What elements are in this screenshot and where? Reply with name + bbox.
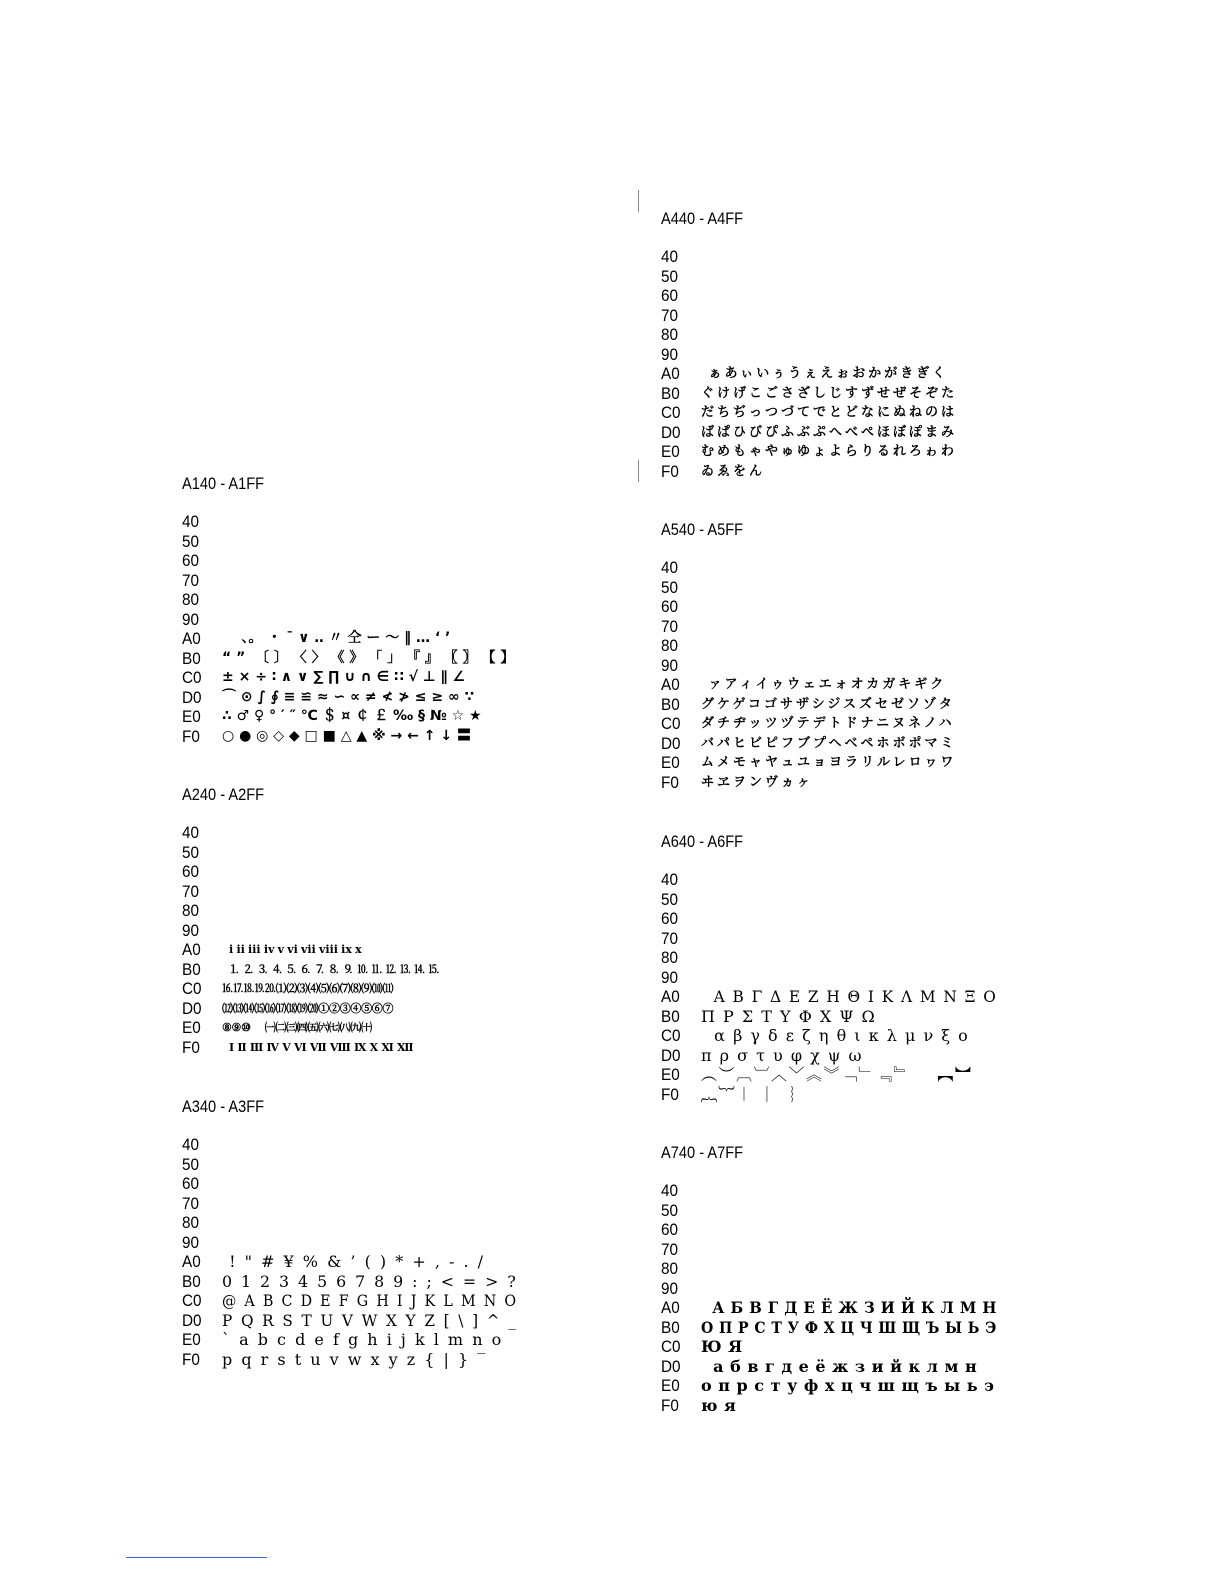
row-code: A0 [182, 629, 201, 648]
row-glyphs: ︵︶︹︺︿﹀︽︾﹁﹂﹃﹄ ︻︼ [701, 1065, 973, 1084]
row-code: 50 [182, 842, 200, 862]
row-code: 70 [182, 1193, 200, 1213]
row-code: E0 [182, 707, 201, 726]
row-glyphs: ю я [701, 1395, 737, 1415]
row-code: E0 [661, 1376, 680, 1395]
footnote-rule [126, 1557, 267, 1558]
row-code: D0 [182, 1310, 202, 1330]
row-code: 80 [182, 1213, 200, 1232]
row-code: 70 [661, 928, 679, 948]
row-code: 50 [661, 577, 679, 597]
row-code: 40 [661, 870, 679, 889]
row-code: F0 [661, 1084, 679, 1104]
row-glyphs: ` a b c d e f g h i j k l m n o [222, 1330, 504, 1349]
row-glyphs: p q r s t u v w x y z { | } ‾ [222, 1349, 488, 1369]
row-glyphs: Ⅰ Ⅱ Ⅲ Ⅳ Ⅴ Ⅵ Ⅶ Ⅷ Ⅸ Ⅹ Ⅺ Ⅻ [222, 1040, 414, 1054]
row-code: E0 [661, 753, 680, 772]
row-code: 50 [182, 531, 200, 551]
row-code: 60 [182, 1174, 200, 1193]
row-code: D0 [661, 733, 681, 753]
row-code: D0 [661, 1356, 681, 1376]
row-glyphs: ⒈ ⒉ ⒊ ⒋ ⒌ ⒍ ⒎ ⒏ ⒐ ⒑ ⒒ ⒓ ⒔ ⒕ ⒖ [222, 962, 439, 976]
row-code: 60 [661, 597, 679, 616]
table-title: A540 - A5FF [661, 520, 744, 539]
row-code: F0 [182, 726, 200, 746]
row-code: A0 [182, 1252, 201, 1271]
row-code: 40 [661, 247, 679, 266]
row-glyphs: ! " # ¥ % & ’ ( ) * + , - . / [222, 1252, 486, 1271]
row-code: C0 [661, 1026, 681, 1045]
row-code: 60 [182, 551, 200, 570]
table-title: A640 - A6FF [661, 832, 744, 851]
row-glyphs: “ ” 〔 〕 〈 〉 《 》 「 」 『 』 〖 〗 【 】 [222, 649, 515, 666]
row-code: 60 [661, 1220, 679, 1239]
row-code: 80 [182, 590, 200, 609]
row-code: C0 [661, 403, 681, 422]
row-code: B0 [661, 383, 680, 403]
row-glyphs: 、。 ・ ˉ ∨ ‥ 〃 仝 ー ～ ‖ … ‘ ’ [222, 630, 451, 646]
row-code: E0 [661, 442, 680, 461]
row-code: 40 [661, 558, 679, 577]
row-glyphs: а б в г д е ё ж з и й к л м н [701, 1356, 978, 1376]
row-glyphs: ⒗⒘⒙⒚⒛⑴⑵⑶⑷⑸⑹⑺⑻⑼⑽⑾ [222, 982, 394, 995]
row-code: C0 [182, 668, 202, 687]
table-title: A340 - A3FF [182, 1097, 265, 1116]
row-code: 40 [182, 1135, 200, 1154]
row-code: D0 [182, 687, 202, 707]
row-glyphs: ∴ ♂ ♀ ° ′ ″ ℃ ＄ ¤ ￠ ￡ ‰ § № ☆ ★ [222, 708, 482, 724]
row-code: 70 [661, 616, 679, 636]
row-glyphs: ⅰ ⅱ ⅲ ⅳ ⅴ ⅵ ⅶ ⅷ ⅸ ⅹ [222, 943, 362, 956]
row-glyphs: ばぱひびぴふぶぷへべぺほぼぽまみ [701, 424, 958, 440]
row-code: F0 [661, 1395, 679, 1415]
row-glyphs: ︷︸︱ ︳ ︴ [701, 1084, 809, 1104]
row-code: E0 [182, 1018, 201, 1037]
row-glyphs: ァアィイゥウェエォオカガキギク [701, 677, 947, 692]
row-code: 80 [182, 901, 200, 920]
row-code: 60 [182, 862, 200, 881]
row-code: D0 [661, 422, 681, 442]
row-code: B0 [182, 959, 201, 979]
row-code: A0 [661, 364, 680, 383]
row-code: F0 [182, 1349, 200, 1369]
row-code: A0 [661, 675, 680, 694]
row-code: F0 [661, 461, 679, 481]
row-glyphs: ヰヱヲンヴヵヶ [701, 774, 814, 790]
row-glyphs: P Q R S T U V W X Y Z [ \ ] ^ _ [222, 1310, 518, 1330]
row-glyphs: о п р с т у ф х ц ч ш щ ъ ы ь э [701, 1376, 995, 1395]
margin-mark [638, 460, 639, 482]
row-code: 80 [661, 1259, 679, 1278]
row-glyphs: Α Β Γ Δ Ε Ζ Η Θ Ι Κ Λ Μ Ν Ξ Ο [701, 987, 998, 1006]
row-glyphs: @ A B C D E F G H I J K L M N O [222, 1291, 518, 1310]
row-glyphs: А Б В Г Д Е Ё Ж З И Й К Л М Н [701, 1298, 997, 1317]
table-title: A440 - A4FF [661, 209, 744, 228]
row-code: C0 [182, 979, 202, 998]
row-code: A0 [661, 987, 680, 1006]
row-code: 90 [661, 967, 679, 987]
row-code: 50 [182, 1154, 200, 1174]
row-code: A0 [661, 1298, 680, 1317]
row-code: 90 [182, 1232, 200, 1252]
row-code: 40 [661, 1181, 679, 1200]
row-glyphs: О П Р С Т У Ф Х Ц Ч Ш Щ Ъ Ы Ь Э [701, 1317, 997, 1337]
row-code: 80 [661, 325, 679, 344]
row-glyphs: ぐけげこごさざしじすずせぜそぞた [701, 385, 958, 401]
row-code: C0 [182, 1291, 202, 1310]
row-glyphs: Π Ρ Σ Τ Υ Φ Χ Ψ Ω [701, 1006, 877, 1026]
row-glyphs: ダチヂッツヅテデトドナニヌネノハ [701, 716, 955, 731]
row-code: B0 [661, 694, 680, 714]
row-glyphs: むめもゃやゅゆょよらりるれろゎわ [701, 444, 957, 459]
row-code: 80 [661, 948, 679, 967]
row-code: C0 [661, 1337, 681, 1356]
row-code: 90 [661, 655, 679, 675]
row-code: E0 [661, 1065, 680, 1084]
row-code: B0 [182, 1271, 201, 1291]
margin-mark [638, 190, 639, 212]
table-title: A140 - A1FF [182, 474, 265, 493]
row-glyphs: だちぢっつづてでとどなにぬねのは [701, 405, 958, 420]
row-glyphs: Ю Я [701, 1337, 743, 1356]
row-code: B0 [661, 1317, 680, 1337]
row-code: 50 [661, 1200, 679, 1220]
row-glyphs: 0 1 2 3 4 5 6 7 8 9 : ; < = > ? [222, 1271, 518, 1291]
row-code: 90 [661, 1278, 679, 1298]
row-glyphs: ⑿⒀⒁⒂⒃⒄⒅⒆⒇①②③④⑤⑥⑦ [222, 1001, 394, 1015]
row-glyphs: グケゲコゴサザシジスズセゼソゾタ [701, 696, 955, 712]
row-glyphs: ± × ÷ ∶ ∧ ∨ ∑ ∏ ∪ ∩ ∈ ∷ √ ⊥ ∥ ∠ [222, 669, 465, 685]
row-glyphs: ⑧⑨⑩ ㈠㈡㈢㈣㈤㈥㈦㈧㈨㈩ [222, 1021, 372, 1034]
row-code: 80 [661, 636, 679, 655]
row-code: E0 [182, 1330, 201, 1349]
row-glyphs: バパヒビピフブプヘベペホボポマミ [701, 735, 957, 751]
row-glyphs: ゐゑをん [701, 463, 766, 479]
row-code: D0 [182, 998, 202, 1018]
row-code: B0 [661, 1006, 680, 1026]
row-code: 70 [182, 570, 200, 590]
row-code: 70 [182, 881, 200, 901]
row-glyphs: α β γ δ ε ζ η θ ι κ λ μ ν ξ ο [701, 1026, 970, 1045]
row-code: 60 [661, 909, 679, 928]
row-code: 50 [661, 889, 679, 909]
row-code: 90 [661, 344, 679, 364]
row-code: D0 [661, 1045, 681, 1065]
row-code: 90 [182, 609, 200, 629]
row-glyphs: ○ ● ◎ ◇ ◆ □ ■ △ ▲ ※ → ← ↑ ↓ 〓 [222, 727, 471, 744]
table-title: A740 - A7FF [661, 1143, 744, 1162]
row-code: 70 [661, 1239, 679, 1259]
row-code: 50 [661, 266, 679, 286]
row-code: C0 [661, 714, 681, 733]
row-code: F0 [182, 1037, 200, 1057]
row-code: 70 [661, 305, 679, 325]
row-code: F0 [661, 772, 679, 792]
row-code: 40 [182, 823, 200, 842]
row-glyphs: π ρ σ τ υ φ χ ψ ω [701, 1045, 864, 1065]
row-code: 40 [182, 512, 200, 531]
row-glyphs: ⌒ ⊙ ∫ ∮ ≡ ≌ ≈ ∽ ∝ ≠ ≮ ≯ ≤ ≥ ∞ ∵ [222, 688, 475, 705]
row-code: 60 [661, 286, 679, 305]
row-glyphs: ぁあぃいぅうぇえぉおかがきぎく [701, 366, 949, 381]
row-glyphs: ムメモャヤュユョヨラリルレロヮワ [701, 755, 957, 770]
row-code: 90 [182, 920, 200, 940]
table-title: A240 - A2FF [182, 785, 265, 804]
row-code: B0 [182, 648, 201, 668]
row-code: A0 [182, 940, 201, 959]
